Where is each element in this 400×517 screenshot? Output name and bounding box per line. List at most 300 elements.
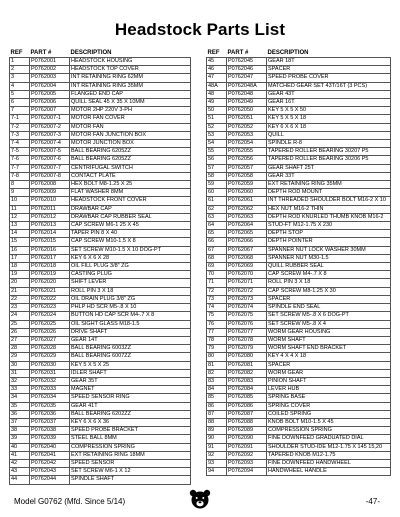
table-row (10, 435, 191, 443)
ref-cell: 81 (207, 361, 227, 369)
part-number-cell: P0762064 (227, 222, 267, 230)
table-row (207, 287, 391, 295)
part-number-cell: P0762045 (227, 58, 267, 66)
table-row (207, 222, 391, 230)
description-cell: SPACER (267, 66, 391, 74)
ref-cell: 47 (207, 74, 227, 82)
description-cell: GEAR 35T (70, 377, 191, 385)
table-row (10, 222, 191, 230)
ref-cell: 35 (10, 402, 30, 410)
ref-cell: 23 (10, 304, 30, 312)
description-cell: GEAR 16T (267, 99, 391, 107)
part-number-cell: P0762041 (30, 451, 70, 459)
part-number-cell: P0762071 (227, 279, 267, 287)
part-number-cell: P0762060 (227, 189, 267, 197)
table-row (10, 115, 191, 123)
part-number-cell: P0762093 (227, 459, 267, 467)
description-cell: HEX BOLT M8-1.25 X 25 (70, 181, 191, 189)
part-number-cell: P0762018 (30, 263, 70, 271)
table-header-row (10, 49, 191, 58)
table-row (207, 189, 391, 197)
part-number-cell: P0762007 (30, 107, 70, 115)
description-cell: HEADSTOCK FRONT COVER (70, 197, 191, 205)
description-cell: SPRING COVER (267, 402, 391, 410)
description-cell: WORM SHAFT (267, 336, 391, 344)
description-cell: BALL BEARING 6205ZZ (70, 148, 191, 156)
part-number-cell: P0762084 (227, 386, 267, 394)
ref-cell: 67 (207, 246, 227, 254)
part-number-cell: P0762007-6 (30, 156, 70, 164)
description-cell: BALL BEARING 6007ZZ (70, 353, 191, 361)
part-number-cell: P0762007-4 (30, 140, 70, 148)
part-number-cell: P0762074 (227, 304, 267, 312)
grizzly-bear-icon (188, 488, 212, 510)
part-number-cell: P0762007-1 (30, 115, 70, 123)
table-row (10, 74, 191, 82)
part-number-cell: P0762094 (227, 468, 267, 476)
ref-cell: 46 (207, 66, 227, 74)
table-row (207, 58, 391, 66)
ref-cell: 19 (10, 271, 30, 279)
part-header: PART # (227, 50, 249, 56)
part-number-cell: P0762002 (30, 66, 70, 74)
ref-cell: 7-5 (10, 148, 30, 156)
ref-cell: 76 (207, 320, 227, 328)
part-number-cell: P0762059 (227, 181, 267, 189)
table-row (207, 427, 391, 435)
part-number-cell: P0762069 (227, 263, 267, 271)
description-cell: SET SCREW M5-.8 X 6 DOG-PT (267, 312, 391, 320)
part-number-cell: P0762019 (30, 271, 70, 279)
description-cell: MOTOR 2HP 220V 3-PH (70, 107, 191, 115)
ref-cell: 37 (10, 418, 30, 426)
description-cell: KEY 5 X 5 X 50 (267, 107, 391, 115)
ref-cell: 28 (10, 345, 30, 353)
ref-cell: 89 (207, 427, 227, 435)
table-row (10, 246, 191, 254)
ref-cell: 25 (10, 320, 30, 328)
ref-cell: 92 (207, 451, 227, 459)
part-number-cell: P0762007-8 (30, 172, 70, 180)
ref-cell: 69 (207, 263, 227, 271)
part-number-cell: P0762007-3 (30, 131, 70, 139)
description-cell: IDLER SHAFT (70, 369, 191, 377)
description-header: DESCRIPTION (70, 50, 112, 56)
ref-cell: 44 (10, 476, 30, 484)
part-number-cell: P0762017 (30, 254, 70, 262)
ref-cell: 71 (207, 279, 227, 287)
table-row (207, 131, 391, 139)
table-row (207, 312, 391, 320)
ref-cell: 1 (10, 58, 30, 66)
table-row (10, 172, 191, 180)
part-number-cell: P0762047 (227, 74, 267, 82)
table-row (10, 451, 191, 459)
part-number-cell: P0762083 (227, 377, 267, 385)
description-cell: WORM SHAFT END BRACKET (267, 345, 391, 353)
description-cell: STEEL BALL 8MM (70, 435, 191, 443)
description-cell: CASTING PLUG (70, 271, 191, 279)
table-row (207, 402, 391, 410)
part-number-cell: P0762048 (227, 90, 267, 98)
table-row (207, 345, 391, 353)
part-number-cell: P0762029 (30, 353, 70, 361)
part-number-cell: P0762050 (227, 107, 267, 115)
part-number-cell: P0762039 (30, 435, 70, 443)
part-number-cell: P0762081 (227, 361, 267, 369)
table-row (10, 328, 191, 336)
table-row (207, 279, 391, 287)
page-number: -47- (365, 497, 380, 506)
description-cell: BALL BEARING 6202ZZ (70, 410, 191, 418)
description-cell: COMPRESSION SPRING (267, 427, 391, 435)
table-row (207, 263, 391, 271)
table-row (10, 377, 191, 385)
description-cell: SPINDLE SHAFT (70, 476, 191, 484)
ref-cell: 50 (207, 107, 227, 115)
part-number-cell: P0762090 (227, 435, 267, 443)
table-row (10, 320, 191, 328)
table-row (207, 66, 391, 74)
table-row (207, 328, 391, 336)
part-number-cell: P0762034 (30, 394, 70, 402)
description-cell: MOTOR JUNCTION BOX (70, 140, 191, 148)
ref-cell: 43 (10, 468, 30, 476)
description-cell: GEAR 14T (70, 336, 191, 344)
ref-cell: 42 (10, 459, 30, 467)
table-row (10, 99, 191, 107)
page-title: Headstock Parts List (114, 20, 286, 39)
part-number-cell: P0762012 (30, 213, 70, 221)
description-cell: CAP SCREW M8-1.25 X 30 (267, 287, 391, 295)
table-row (207, 386, 391, 394)
description-cell: FLANGED END CAP (70, 90, 191, 98)
part-number-cell: P0762014 (30, 230, 70, 238)
part-number-cell: P0762013 (30, 222, 70, 230)
part-number-cell: P0762052 (227, 123, 267, 131)
parts-table-left-body (10, 58, 191, 485)
ref-cell: 80 (207, 353, 227, 361)
ref-cell: 51 (207, 115, 227, 123)
ref-cell: 52 (207, 123, 227, 131)
part-number-cell: P0762031 (30, 369, 70, 377)
ref-cell: 21 (10, 287, 30, 295)
table-row (207, 468, 391, 476)
ref-cell: 11 (10, 205, 30, 213)
description-cell: SPEED PROBE BRACKET (70, 427, 191, 435)
description-cell: DRIVE SHAFT (70, 328, 191, 336)
table-row (10, 304, 191, 312)
description-cell: MOTOR FAN JUNCTION BOX (70, 131, 191, 139)
table-row (207, 115, 391, 123)
table-row (207, 74, 391, 82)
ref-cell: 93 (207, 459, 227, 467)
table-row (207, 418, 391, 426)
ref-cell: 94 (207, 468, 227, 476)
ref-cell: 57 (207, 164, 227, 172)
table-row (10, 361, 191, 369)
table-row (207, 238, 391, 246)
ref-cell: 24 (10, 312, 30, 320)
description-cell: KEY 4 X 4 X 18 (267, 353, 391, 361)
description-cell: GEAR 33T (267, 172, 391, 180)
description-cell: TAPER PIN 8 X 40 (70, 230, 191, 238)
ref-cell: 29 (10, 353, 30, 361)
part-number-cell: P0762038 (30, 427, 70, 435)
table-row (10, 386, 191, 394)
description-cell: DRAWBAR CAP (70, 205, 191, 213)
ref-cell: 45 (207, 58, 227, 66)
part-number-cell: P0762020 (30, 279, 70, 287)
ref-cell: 78 (207, 336, 227, 344)
description-cell: BUTTON HD CAP SCR M4-.7 X 8 (70, 312, 191, 320)
description-cell: MOTOR FAN COVER (70, 115, 191, 123)
table-row (207, 435, 391, 443)
part-number-cell: P0762028 (30, 345, 70, 353)
table-row (10, 66, 191, 74)
description-cell: FINE DOWNFEED GRADUATED DIAL (267, 435, 391, 443)
description-cell: KEY 6 X 6 X 28 (70, 254, 191, 262)
ref-cell: 91 (207, 443, 227, 451)
part-number-cell: P0762043 (30, 468, 70, 476)
part-number-cell: P0762025 (30, 320, 70, 328)
description-cell: OIL DRAIN PLUG 3/8" ZG (70, 295, 191, 303)
description-cell: OIL FILL PLUG 3/8" ZG (70, 263, 191, 271)
part-number-cell: P0762016 (30, 246, 70, 254)
description-cell: KEY 6 X 6 X 18 (267, 123, 391, 131)
part-number-cell: P0762088 (227, 418, 267, 426)
part-number-cell: P0762032 (30, 377, 70, 385)
ref-cell: 12 (10, 213, 30, 221)
part-number-cell: P0762011 (30, 205, 70, 213)
ref-cell: 27 (10, 336, 30, 344)
table-row (10, 353, 191, 361)
ref-cell: 36 (10, 410, 30, 418)
description-cell: SPINDLE R-8 (267, 140, 391, 148)
table-row (10, 254, 191, 262)
ref-cell: 39 (10, 435, 30, 443)
table-row (10, 312, 191, 320)
table-row (10, 82, 191, 90)
description-cell: FLAT WASHER 8MM (70, 189, 191, 197)
description-cell: HEADSTOCK HOUSING (70, 58, 191, 66)
ref-cell: 32 (10, 377, 30, 385)
table-row (10, 148, 191, 156)
part-number-cell: P0762003 (30, 74, 70, 82)
parts-table-right-body (207, 58, 391, 476)
ref-cell: 38 (10, 427, 30, 435)
ref-cell: 56 (207, 156, 227, 164)
part-number-cell: P0762055 (227, 148, 267, 156)
table-row (207, 172, 391, 180)
ref-cell: 7-3 (10, 131, 30, 139)
table-row (10, 402, 191, 410)
table-row (10, 418, 191, 426)
description-cell: MOTOR FAN (70, 123, 191, 131)
description-cell: QUILL (267, 131, 391, 139)
part-number-cell: P0762001 (30, 58, 70, 66)
ref-cell: 48 (207, 90, 227, 98)
table-row (10, 123, 191, 131)
table-row (10, 427, 191, 435)
description-cell: GEAR SHAFT 25T (267, 164, 391, 172)
description-cell: WORM GEAR HOUSING (267, 328, 391, 336)
ref-cell: 82 (207, 369, 227, 377)
description-cell: MATCHED GEAR SET 43T/16T (3 PCS) (267, 82, 391, 90)
table-row (207, 271, 391, 279)
part-number-cell: P0762067 (227, 246, 267, 254)
table-row (207, 123, 391, 131)
part-number-cell: P0762092 (227, 451, 267, 459)
ref-cell: 61 (207, 197, 227, 205)
table-row (10, 443, 191, 451)
description-cell: HANDWHEEL HANDLE (267, 468, 391, 476)
table-row (207, 90, 391, 98)
part-number-cell: P0762086 (227, 402, 267, 410)
table-header-row (207, 49, 391, 58)
table-row (207, 82, 391, 90)
description-cell: SPEED PROBE COVER (267, 74, 391, 82)
description-cell: ROLL PIN 3 X 18 (267, 279, 391, 287)
table-row (207, 197, 391, 205)
part-number-cell: P0762046 (227, 66, 267, 74)
table-row (10, 213, 191, 221)
description-cell: SPRING BASE (267, 394, 391, 402)
part-number-cell: P0762048A (227, 82, 267, 90)
ref-cell: 30 (10, 361, 30, 369)
table-row (207, 213, 391, 221)
ref-cell: 62 (207, 205, 227, 213)
table-row (207, 336, 391, 344)
part-number-cell: P0762076 (227, 320, 267, 328)
description-cell: INT RETAINING RING 35MM (70, 82, 191, 90)
ref-cell: 59 (207, 181, 227, 189)
part-number-cell: P0762058 (227, 172, 267, 180)
ref-cell: 58 (207, 172, 227, 180)
ref-cell: 26 (10, 328, 30, 336)
part-number-cell: P0762004 (30, 82, 70, 90)
ref-cell: 22 (10, 295, 30, 303)
table-row (207, 148, 391, 156)
ref-cell: 17 (10, 254, 30, 262)
description-cell: SET SCREW M5-.8 X 4 (267, 320, 391, 328)
part-number-cell: P0762026 (30, 328, 70, 336)
description-cell: SPINDLE END SEAL (267, 304, 391, 312)
table-row (10, 58, 191, 66)
ref-cell: 14 (10, 230, 30, 238)
part-number-cell: P0762009 (30, 189, 70, 197)
table-row (10, 238, 191, 246)
description-cell: KEY 5 X 5 X 25 (70, 361, 191, 369)
part-header: PART # (30, 50, 52, 56)
ref-cell: 20 (10, 279, 30, 287)
ref-cell: 68 (207, 254, 227, 262)
ref-cell: 41 (10, 451, 30, 459)
table-row (207, 99, 391, 107)
description-cell: WORM GEAR (267, 369, 391, 377)
part-number-cell: P0762006 (30, 99, 70, 107)
table-row (10, 164, 191, 172)
part-number-cell: P0762091 (227, 443, 267, 451)
ref-cell: 60 (207, 189, 227, 197)
description-cell: COMPRESSION SPRING (70, 443, 191, 451)
part-number-cell: P0762030 (30, 361, 70, 369)
table-row (10, 476, 191, 484)
ref-cell: 83 (207, 377, 227, 385)
ref-cell: 7 (10, 107, 30, 115)
description-cell: OIL SIGHT GLASS M18-1.5 (70, 320, 191, 328)
ref-header: REF (10, 50, 23, 56)
table-row (10, 205, 191, 213)
part-number-cell: P0762035 (30, 402, 70, 410)
ref-cell: 9 (10, 189, 30, 197)
part-number-cell: P0762085 (227, 394, 267, 402)
ref-cell: 85 (207, 394, 227, 402)
part-number-cell: P0762040 (30, 443, 70, 451)
ref-cell: 75 (207, 312, 227, 320)
ref-cell: 79 (207, 345, 227, 353)
ref-cell: 88 (207, 418, 227, 426)
description-cell: COILED SPRING (267, 410, 391, 418)
description-cell: FINE DOWNFEED HANDWHEEL (267, 459, 391, 467)
part-number-cell: P0762065 (227, 230, 267, 238)
ref-cell: 7-8 (10, 172, 30, 180)
description-header: DESCRIPTION (267, 50, 309, 56)
model-label: Model G0762 (Mfd. Since 5/14) (14, 497, 126, 506)
table-row (10, 394, 191, 402)
table-row (207, 140, 391, 148)
ref-cell: 73 (207, 295, 227, 303)
description-cell: CAP SCREW M10-1.5 X 8 (70, 238, 191, 246)
ref-cell: 66 (207, 238, 227, 246)
part-number-cell: P0762037 (30, 418, 70, 426)
description-cell: GEAR 18T (267, 58, 391, 66)
table-row (10, 369, 191, 377)
table-row (10, 189, 191, 197)
description-cell: KEY 5 X 5 X 18 (267, 115, 391, 123)
part-number-cell: P0762049 (227, 99, 267, 107)
description-cell: CAP SCREW M6-1 25 X 45 (70, 222, 191, 230)
ref-cell: 33 (10, 386, 30, 394)
table-row (10, 459, 191, 467)
table-row (10, 279, 191, 287)
description-cell: EXT RETAINING RING 35MM (267, 181, 391, 189)
table-row (207, 353, 391, 361)
table-row (10, 107, 191, 115)
ref-cell: 48A (207, 82, 227, 90)
ref-cell: 64 (207, 222, 227, 230)
ref-cell: 7-1 (10, 115, 30, 123)
table-row (207, 156, 391, 164)
description-cell: SHOULDER STUD-IDE M12-1.75 X 145 15,20 (267, 443, 391, 451)
table-row (10, 131, 191, 139)
description-cell: SPACER (267, 295, 391, 303)
description-cell: SPANNER NUT M30-1.5 (267, 254, 391, 262)
part-number-cell: P0762063 (227, 213, 267, 221)
table-row (10, 468, 191, 476)
table-row (207, 443, 391, 451)
part-number-cell: P0762023 (30, 304, 70, 312)
description-cell: BALL BEARING 6205ZZ (70, 156, 191, 164)
description-cell: HEX NUT M16-2 THIN (267, 205, 391, 213)
ref-cell: 7-7 (10, 164, 30, 172)
part-number-cell: P0762089 (227, 427, 267, 435)
table-row (10, 181, 191, 189)
ref-cell: 18 (10, 263, 30, 271)
ref-cell: 8 (10, 181, 30, 189)
description-cell: SPANNER NUT LOCK WASHER 30MM (267, 246, 391, 254)
description-cell: MAGNET (70, 386, 191, 394)
